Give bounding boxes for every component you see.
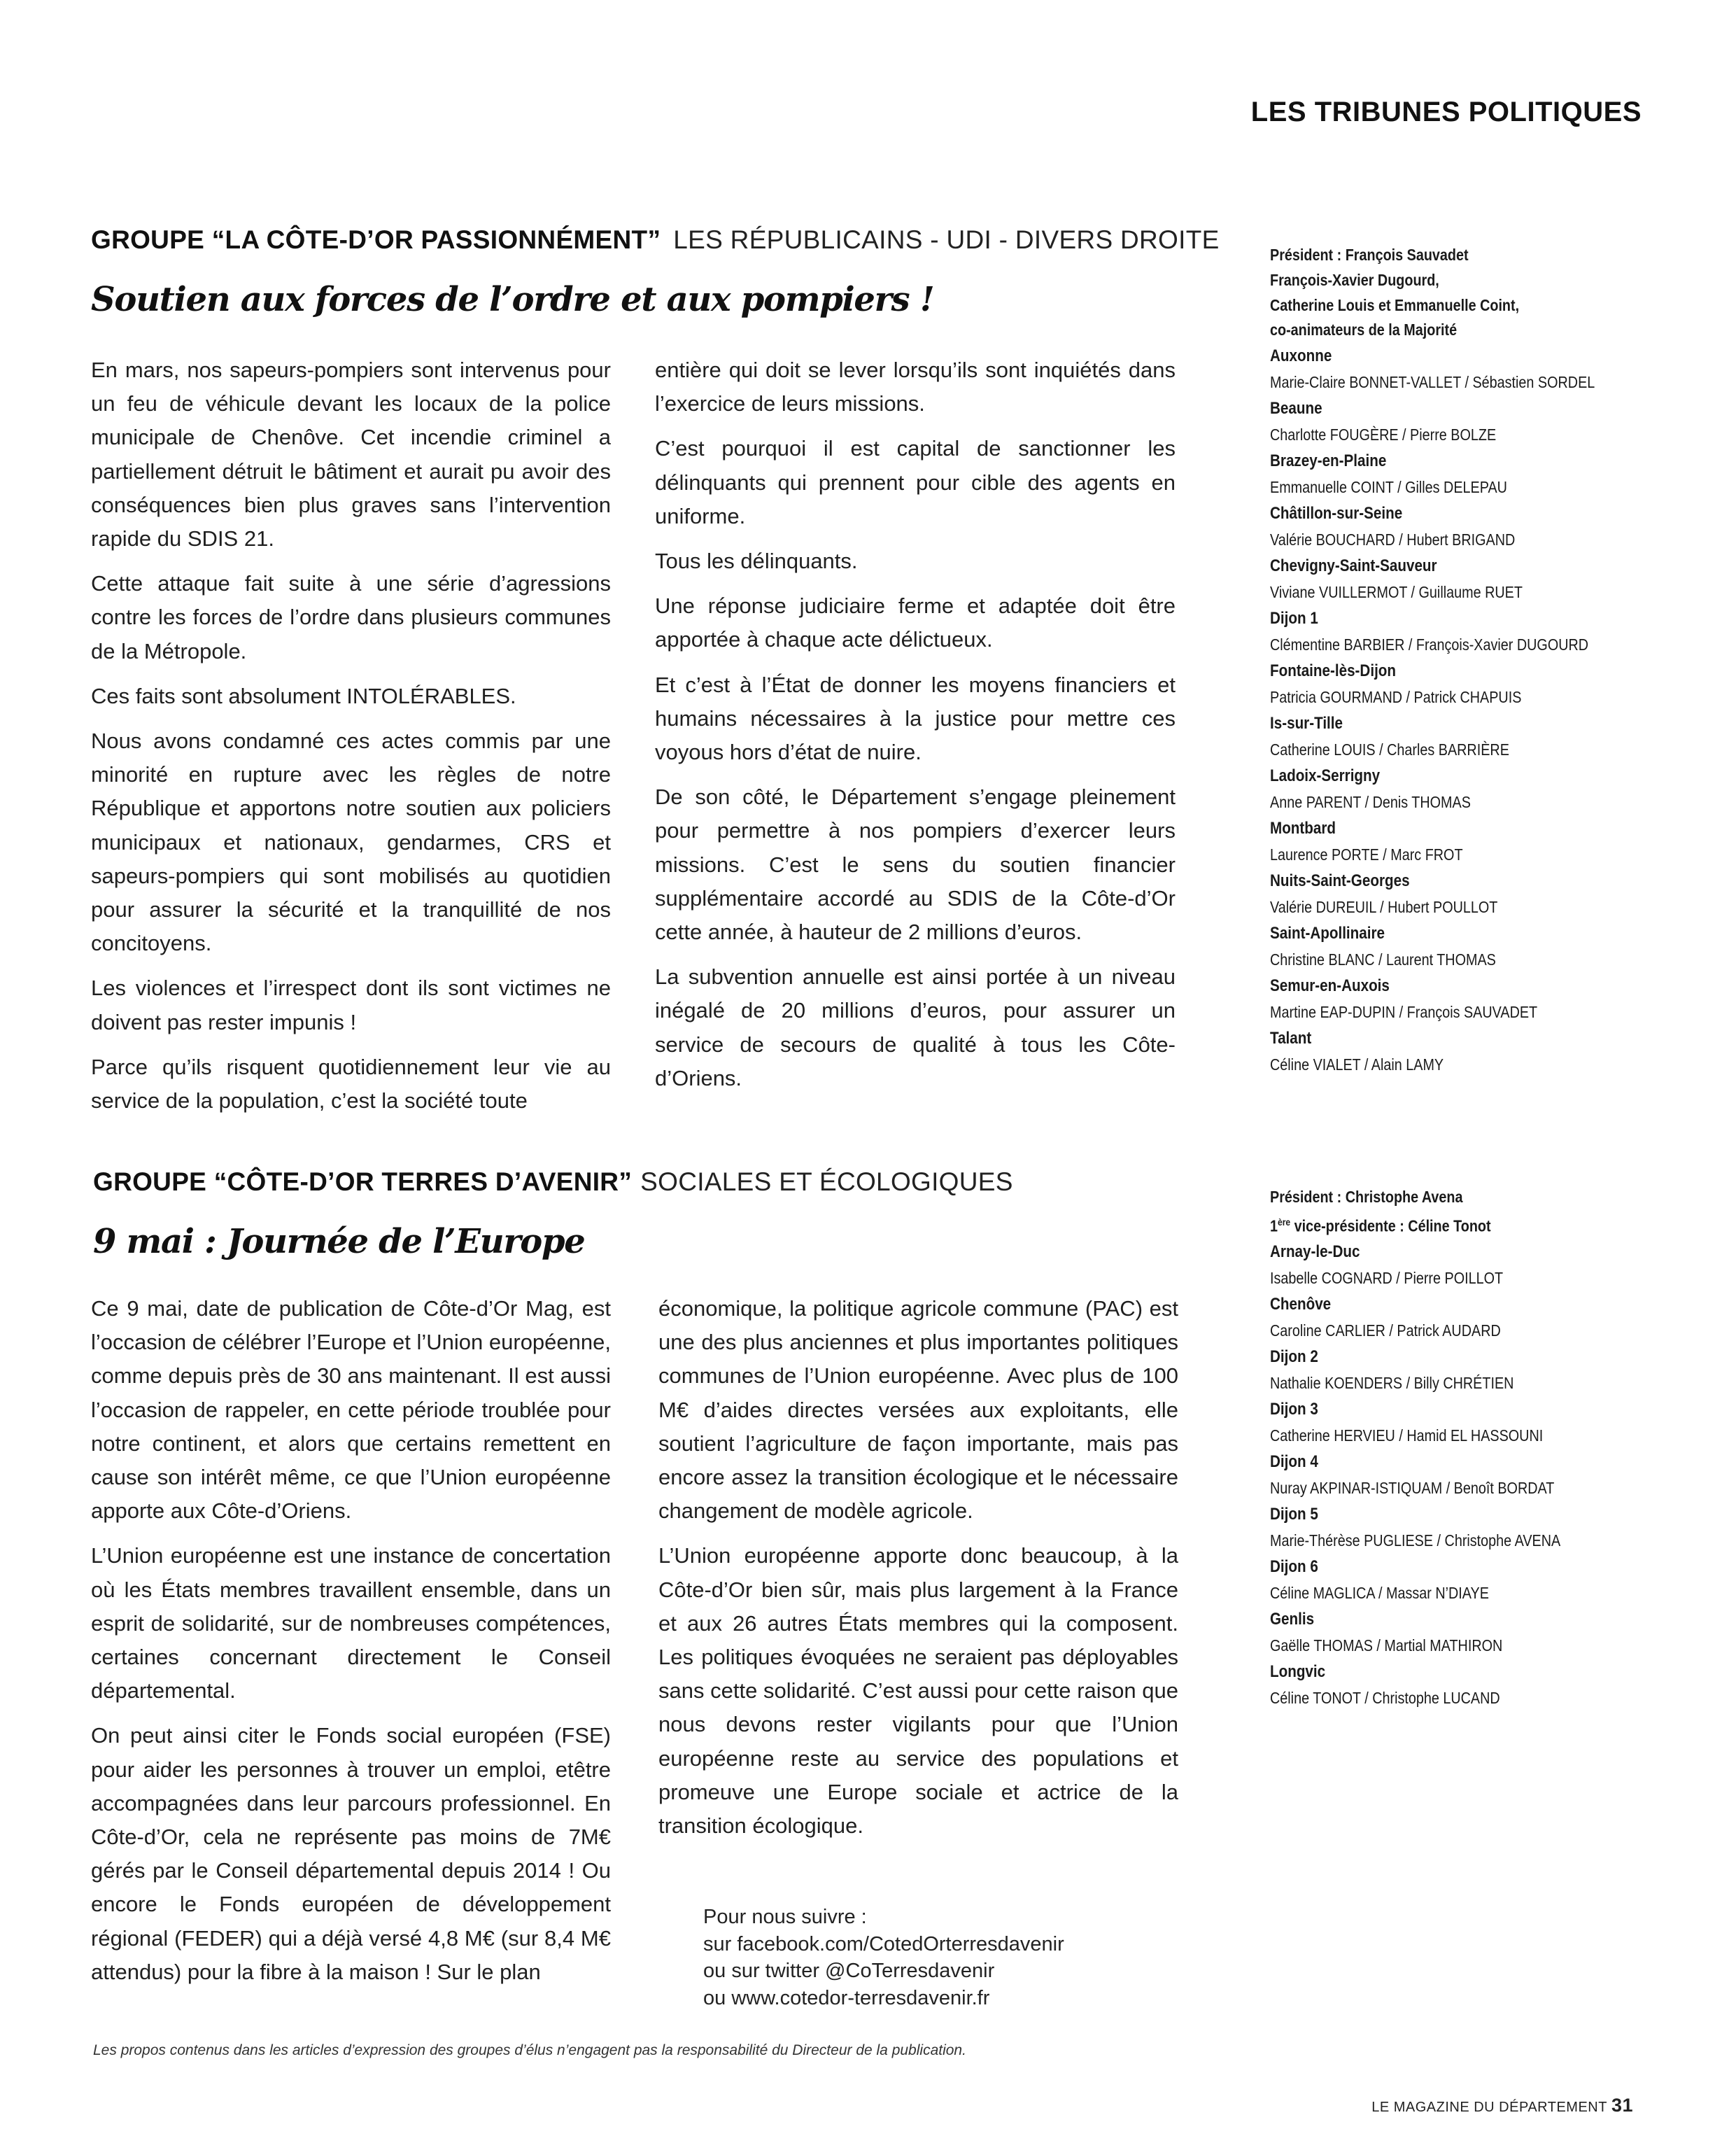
- canton-councillors: Laurence PORTE / Marc FROT: [1270, 845, 1463, 864]
- canton-councillors: Emmanuelle COINT / Gilles DELEPAU: [1270, 477, 1507, 496]
- group2-title-text: GROUPE “CÔTE-D’OR TERRES D’AVENIR”: [93, 1167, 633, 1196]
- coanimator-line: François-Xavier Dugourd,: [1270, 270, 1439, 289]
- canton-councillors: Nathalie KOENDERS / Billy CHRÉTIEN: [1270, 1373, 1514, 1392]
- page-footer: [1371, 2095, 1633, 2116]
- canton-name: Nuits-Saint-Georges: [1270, 871, 1410, 891]
- canton-councillors: Marie-Claire BONNET-VALLET / Sébastien SORDEL: [1270, 372, 1595, 391]
- canton-name: Châtillon-sur-Seine: [1270, 504, 1403, 524]
- canton-name: Arnay-le-Duc: [1270, 1242, 1360, 1262]
- group2-sidebar: [1270, 1185, 1648, 1711]
- group2-title: [93, 1167, 1013, 1197]
- canton-councillors: Nuray AKPINAR-ISTIQUAM / Benoît BORDAT: [1270, 1478, 1555, 1497]
- group2-column-2: [658, 1292, 1178, 1854]
- canton-name: Fontaine-lès-Dijon: [1270, 661, 1397, 681]
- canton-councillors: Gaëlle THOMAS / Martial MATHIRON: [1270, 1636, 1503, 1654]
- group1-column-2: [655, 353, 1176, 1106]
- group1-headline: Soutien aux forces de l’ordre et aux pompiers !: [91, 280, 934, 319]
- canton-councillors: Céline VIALET / Alain LAMY: [1270, 1055, 1444, 1074]
- canton-name: Montbard: [1270, 819, 1336, 838]
- paragraph: Parce qu’ils risquent quotidiennement leur vie au service de la population, c’est la société toute: [91, 1054, 611, 1113]
- paragraph: Et c’est à l’État de donner les moyens financiers et humains nécessaires à la justice pour mettre ces voyous hors d’état de nuire.: [655, 672, 1176, 765]
- canton-name: Dijon 5: [1270, 1505, 1318, 1524]
- magazine-name: LE MAGAZINE DU DÉPARTEMENT: [1371, 2100, 1607, 2115]
- canton-councillors: Céline TONOT / Christophe LUCAND: [1270, 1688, 1500, 1707]
- canton-councillors: Catherine LOUIS / Charles BARRIÈRE: [1270, 740, 1509, 759]
- canton-councillors: Caroline CARLIER / Patrick AUDARD: [1270, 1321, 1501, 1340]
- canton-councillors: Anne PARENT / Denis THOMAS: [1270, 792, 1471, 811]
- twitter-link[interactable]: ou sur twitter @CoTerresdavenir: [703, 1960, 995, 1982]
- canton-name: Brazey-en-Plaine: [1270, 451, 1387, 471]
- canton-councillors: Valérie BOUCHARD / Hubert BRIGAND: [1270, 530, 1516, 549]
- canton-councillors: Catherine HERVIEU / Hamid EL HASSOUNI: [1270, 1426, 1544, 1445]
- paragraph: C’est pourquoi il est capital de sanctionner les délinquants qui prennent pour cible des agents en uniforme.: [655, 436, 1176, 528]
- follow-us-label: Pour nous suivre :: [703, 1906, 867, 1928]
- vp-ordinal: ère: [1278, 1216, 1291, 1228]
- vp-text: vice-présidente : Céline Tonot: [1290, 1216, 1491, 1235]
- president-line: Président : Christophe Avena: [1270, 1188, 1463, 1206]
- canton-name: Ladoix-Serrigny: [1270, 766, 1381, 786]
- coanimator-line: Catherine Louis et Emmanuelle Coint,: [1270, 295, 1520, 314]
- paragraph: Ce 9 mai, date de publication de Côte-d’Or Mag, est l’occasion de célébrer l’Europe et l’Union européenne, comme depuis près de 30 ans maintenant. Il est aussi l’occasion de rappeler, en cette période troublée pour notre continent, et alors que certains remettent en cause son intérêt même, ce que l’Union européenne apporte aux Côte-d’Oriens.: [91, 1296, 611, 1524]
- paragraph: De son côté, le Département s’engage pleinement pour permettre à nos pompiers d’exercer leurs missions. C’est le sens du soutien financier supplémentaire accordé au SDIS de la Côte-d’Or cette année, à hauteur de 2 millions d’euros.: [655, 785, 1176, 945]
- canton-name: Auxonne: [1270, 346, 1332, 366]
- canton-councillors: Patricia GOURMAND / Patrick CHAPUIS: [1270, 687, 1522, 706]
- paragraph: L’Union européenne apporte donc beaucoup, à la Côte-d’Or bien sûr, mais plus largement à la France et aux 26 autres États membres qui la composent. Les politiques évoquées ne seraient pas déployables sans cette solidarité. C’est aussi pour cette raison que nous devons rester vigilants pour que l’Union européenne reste au service des populations et promeuve une Europe sociale et actrice de la transition écologique.: [658, 1543, 1178, 1839]
- canton-name: Dijon 2: [1270, 1347, 1318, 1367]
- canton-name: Dijon 4: [1270, 1452, 1318, 1472]
- paragraph: En mars, nos sapeurs-pompiers sont intervenus pour un feu de véhicule devant les locaux de la police municipale de Chenôve. Cet incendie criminel a partiellement détruit le bâtiment et aurait pu avoir des conséquences bien plus graves sans l’intervention rapide du SDIS 21.: [91, 358, 611, 551]
- group1-title: [91, 225, 1220, 255]
- canton-name: Chevigny-Saint-Sauveur: [1270, 556, 1437, 576]
- facebook-link[interactable]: sur facebook.com/CotedOrterresdavenir: [703, 1932, 1064, 1955]
- group2-column-1: [91, 1292, 611, 2000]
- president-line: Président : François Sauvadet: [1270, 246, 1469, 264]
- canton-councillors: Valérie DUREUIL / Hubert POULLOT: [1270, 897, 1498, 916]
- group2-headline: 9 mai : Journée de l’Europe: [93, 1222, 585, 1261]
- canton-name: Beaune: [1270, 399, 1322, 419]
- group2-subtitle: SOCIALES ET ÉCOLOGIQUES: [640, 1167, 1013, 1196]
- canton-name: Semur-en-Auxois: [1270, 976, 1390, 996]
- canton-name: Dijon 3: [1270, 1400, 1318, 1419]
- canton-name: Genlis: [1270, 1610, 1315, 1629]
- website-link[interactable]: ou www.cotedor-terresdavenir.fr: [703, 1986, 990, 2009]
- group1-sidebar: [1270, 243, 1648, 1078]
- paragraph: L’Union européenne est une instance de concertation où les États membres travaillent ensemble, dans un esprit de solidarité, sur de nombreuses compétences, certaines concernant directement le Conseil départemental.: [91, 1543, 611, 1703]
- group1-title-text: GROUPE “LA CÔTE-D’OR PASSIONNÉMENT”: [91, 225, 661, 254]
- canton-councillors: Viviane VUILLERMOT / Guillaume RUET: [1270, 582, 1523, 601]
- canton-name: Talant: [1270, 1029, 1312, 1048]
- paragraph: Tous les délinquants.: [655, 549, 858, 574]
- canton-councillors: Martine EAP-DUPIN / François SAUVADET: [1270, 1002, 1538, 1021]
- group1-column-1: [91, 353, 611, 1129]
- paragraph: entière qui doit se lever lorsqu’ils sont inquiétés dans l’exercice de leurs missions.: [655, 358, 1176, 416]
- canton-name: Chenôve: [1270, 1295, 1332, 1314]
- section-label: LES TRIBUNES POLITIQUES: [1250, 97, 1642, 127]
- follow-us-block: [703, 1904, 1064, 2011]
- canton-councillors: Charlotte FOUGÈRE / Pierre BOLZE: [1270, 425, 1497, 444]
- paragraph: On peut ainsi citer le Fonds social européen (FSE) pour aider les personnes à trouver un emploi, etêtre accompagnées dans leur parcours professionnel. En Côte-d’Or, cela ne représente pas moins de 7M€ gérés par le Conseil départemental depuis 2014 ! Ou encore le Fonds européen de développement régional (FEDER) qui a déjà versé 4,8 M€ (sur 8,4 M€ attendus) pour la fibre à la maison ! Sur le plan: [91, 1723, 611, 1984]
- paragraph: Une réponse judiciaire ferme et adaptée doit être apportée à chaque acte délictueux.: [655, 593, 1176, 652]
- paragraph: Ces faits sont absolument INTOLÉRABLES.: [91, 683, 516, 708]
- canton-councillors: Céline MAGLICA / Massar N’DIAYE: [1270, 1583, 1489, 1602]
- canton-councillors: Clémentine BARBIER / François-Xavier DUGOURD: [1270, 635, 1589, 654]
- canton-councillors: Marie-Thérèse PUGLIESE / Christophe AVENA: [1270, 1531, 1561, 1550]
- paragraph: Les violences et l’irrespect dont ils sont victimes ne doivent pas rester impunis !: [91, 976, 611, 1034]
- canton-name: Dijon 1: [1270, 609, 1318, 628]
- canton-councillors: Christine BLANC / Laurent THOMAS: [1270, 950, 1496, 969]
- paragraph: La subvention annuelle est ainsi portée à un niveau inégalé de 20 millions d’euros, pour assurer un service de secours de qualité à tous les Côte-d’Oriens.: [655, 964, 1176, 1090]
- page-number: 31: [1611, 2095, 1633, 2116]
- paragraph: Nous avons condamné ces actes commis par une minorité en rupture avec les règles de notre République et apportons notre soutien aux policiers municipaux et nationaux, gendarmes, CRS et sapeurs-pompiers qui sont mobilisés au quotidien pour assurer la sécurité et la tranquillité de nos concitoyens.: [91, 729, 611, 956]
- paragraph: Cette attaque fait suite à une série d’agressions contre les forces de l’ordre dans plusieurs communes de la Métropole.: [91, 571, 611, 663]
- canton-name: Dijon 6: [1270, 1557, 1318, 1577]
- canton-councillors: Isabelle COGNARD / Pierre POILLOT: [1270, 1268, 1504, 1287]
- vice-president-line: [1270, 1210, 1595, 1239]
- canton-name: Longvic: [1270, 1662, 1326, 1682]
- vp-number: 1: [1270, 1216, 1278, 1235]
- canton-name: Saint-Apollinaire: [1270, 924, 1385, 943]
- coanimator-line: co-animateurs de la Majorité: [1270, 321, 1458, 339]
- group1-subtitle: LES RÉPUBLICAINS - UDI - DIVERS DROITE: [673, 225, 1220, 254]
- paragraph: économique, la politique agricole commune (PAC) est une des plus anciennes et plus importantes politiques communes de l’Union européenne. Avec plus de 100 M€ d’aides directes versées aux exploitants, elle soutient l’agriculture de façon importante, mais pas encore assez la transition écologique et le nécessaire changement de modèle agricole.: [658, 1296, 1178, 1524]
- editorial-disclaimer: Les propos contenus dans les articles d’expression des groupes d’élus n’engagent pas la responsabilité du Directeur de la publication.: [93, 2042, 966, 2058]
- canton-name: Is-sur-Tille: [1270, 714, 1343, 733]
